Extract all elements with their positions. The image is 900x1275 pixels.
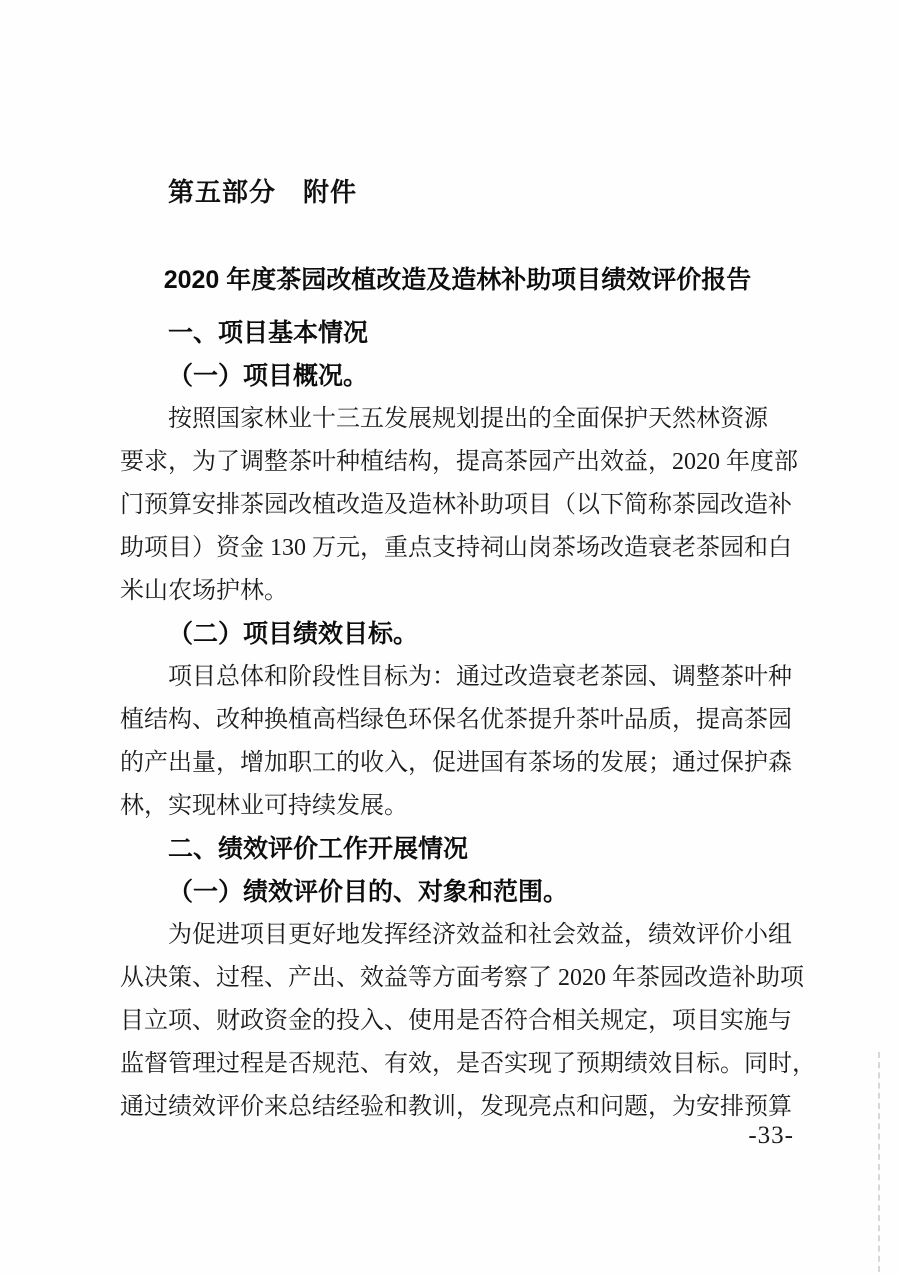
- section-heading-1: 一、项目基本情况: [168, 319, 369, 347]
- paragraph-line: 项目总体和阶段性目标为：通过改造衰老茶园、调整茶叶种: [168, 664, 792, 690]
- paragraph-line: 植结构、改种换植高档绿色环保名优茶提升茶叶品质，提高茶园: [120, 707, 792, 733]
- part-heading: 第五部分 附件: [168, 177, 358, 207]
- document-body: [120, 0, 816, 1129]
- paragraph-line: 通过绩效评价来总结经验和教训，发现亮点和问题，为安排预算: [120, 1094, 792, 1120]
- section-heading-2: 二、绩效评价工作开展情况: [168, 835, 469, 863]
- scan-edge-artifact: [878, 1052, 880, 1272]
- paragraph-line: 目立项、财政资金的投入、使用是否符合相关规定，项目实施与: [120, 1008, 792, 1034]
- paragraph-line: 从决策、过程、产出、效益等方面考察了 2020 年茶园改造补助项: [120, 965, 804, 991]
- subsection-heading-1: （一）项目概况。: [168, 362, 369, 390]
- document-title: 2020 年度茶园改植改造及造林补助项目绩效评价报告: [163, 266, 752, 294]
- paragraph-line: 监督管理过程是否规范、有效，是否实现了预期绩效目标。同时，: [120, 1051, 816, 1077]
- paragraph-2: [120, 656, 795, 828]
- paragraph-line: 为促进项目更好地发挥经济效益和社会效益，绩效评价小组: [168, 922, 792, 948]
- paragraph-line: 助项目）资金 130 万元，重点支持祠山岗茶场改造衰老茶园和白: [120, 535, 792, 561]
- paragraph-line: 按照国家林业十三五发展规划提出的全面保护天然林资源: [168, 406, 768, 432]
- paragraph-line: 门预算安排茶园改植改造及造林补助项目（以下简称茶园改造补: [120, 492, 792, 518]
- subsection-heading-2: （二）项目绩效目标。: [168, 620, 419, 648]
- paragraph-3: [120, 914, 816, 1129]
- paragraph-line: 林，实现林业可持续发展。: [120, 793, 408, 819]
- paragraph-line: 的产出量，增加职工的收入，促进国有茶场的发展；通过保护森: [120, 750, 792, 776]
- paragraph-1: [120, 398, 798, 613]
- paragraph-line: 要求，为了调整茶叶种植结构，提高茶园产出效益，2020 年度部: [120, 449, 798, 475]
- subsection-heading-3: （一）绩效评价目的、对象和范围。: [168, 878, 569, 906]
- paragraph-line: 米山农场护林。: [120, 578, 288, 604]
- page-number: -33-: [748, 1122, 794, 1149]
